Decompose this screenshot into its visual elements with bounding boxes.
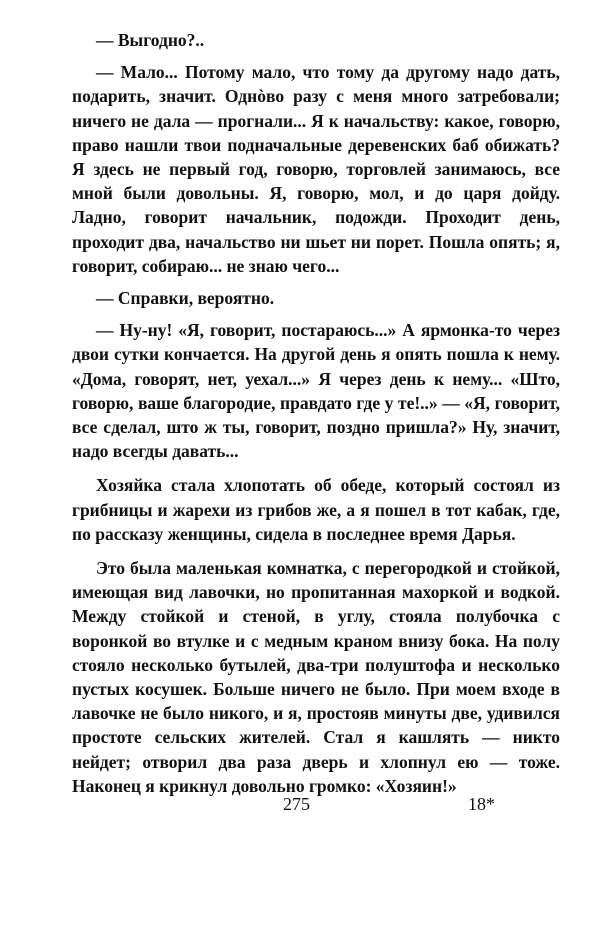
paragraph-5: Хозяйка стала хлопотать об обеде, который состоял из грибницы и жарехи из грибов же, а я пошел в тот кабак, где, по рассказу женщины, сидела в последнее время Дарья. xyxy=(72,475,560,544)
paragraph-6: Это была маленькая комнатка, с перегородкой и стойкой, имеющая вид лавочки, но пропитанная махоркой и водкой. Между стойкой и стеной, в углу, стояла полубочка с воронкой во втулке и с медным краном внизу бока. На полу стояло несколько бутылей, два-три полуштофа и несколько пустых косушек. Больше ничего не было. При моем входе в лавочке не было никого, и я, простояв минуты две, удивился простоте сельских жителей. Стал я кашлять — никто нейдет; отворил два раза дверь и хлопнул ею — тоже. Наконец я крикнул довольно громко: «Хозяин!» xyxy=(72,558,560,796)
paragraph-1: — Выгодно?.. xyxy=(96,30,205,50)
page-number: 275 xyxy=(283,794,310,814)
paragraph-4: — Ну-ну! «Я, говорит, постараюсь...» А ярмонка-то через двои сутки кончается. На другой день я опять пошла к нему. «Дома, говорят, нет, уехал...» Я через день к нему... «Што, говорю, ваше благородие, правдато где у те!..» — «Я, говорит, все сделал, што ж ты, говорит, поздно пришла?» Ну, значит, надо всегды давать... xyxy=(72,320,560,462)
paragraph-3: — Справки, вероятно. xyxy=(96,288,275,309)
signature-mark: 18* xyxy=(468,794,495,814)
page-body xyxy=(72,28,560,798)
page-footer xyxy=(0,794,600,820)
paragraph-2: — Мало... Потому мало, что тому да другому надо дать, подарить, значит. Однòво разу с меня много затребовали; ничего не дала — прогнали... Я к начальству: какое, говорю, право нашли твои подначальные деревенских баб обижать? Я здесь не первый год, говорю, торговлей занимаюсь, все мной были довольны. Я, говорю, мол, и до царя дойду. Ладно, говорит начальник, подожди. Проходит день, проходит два, начальство ни шьет ни порет. Пошла опять; я, говорит, собираю... не знаю чего... xyxy=(72,62,560,276)
